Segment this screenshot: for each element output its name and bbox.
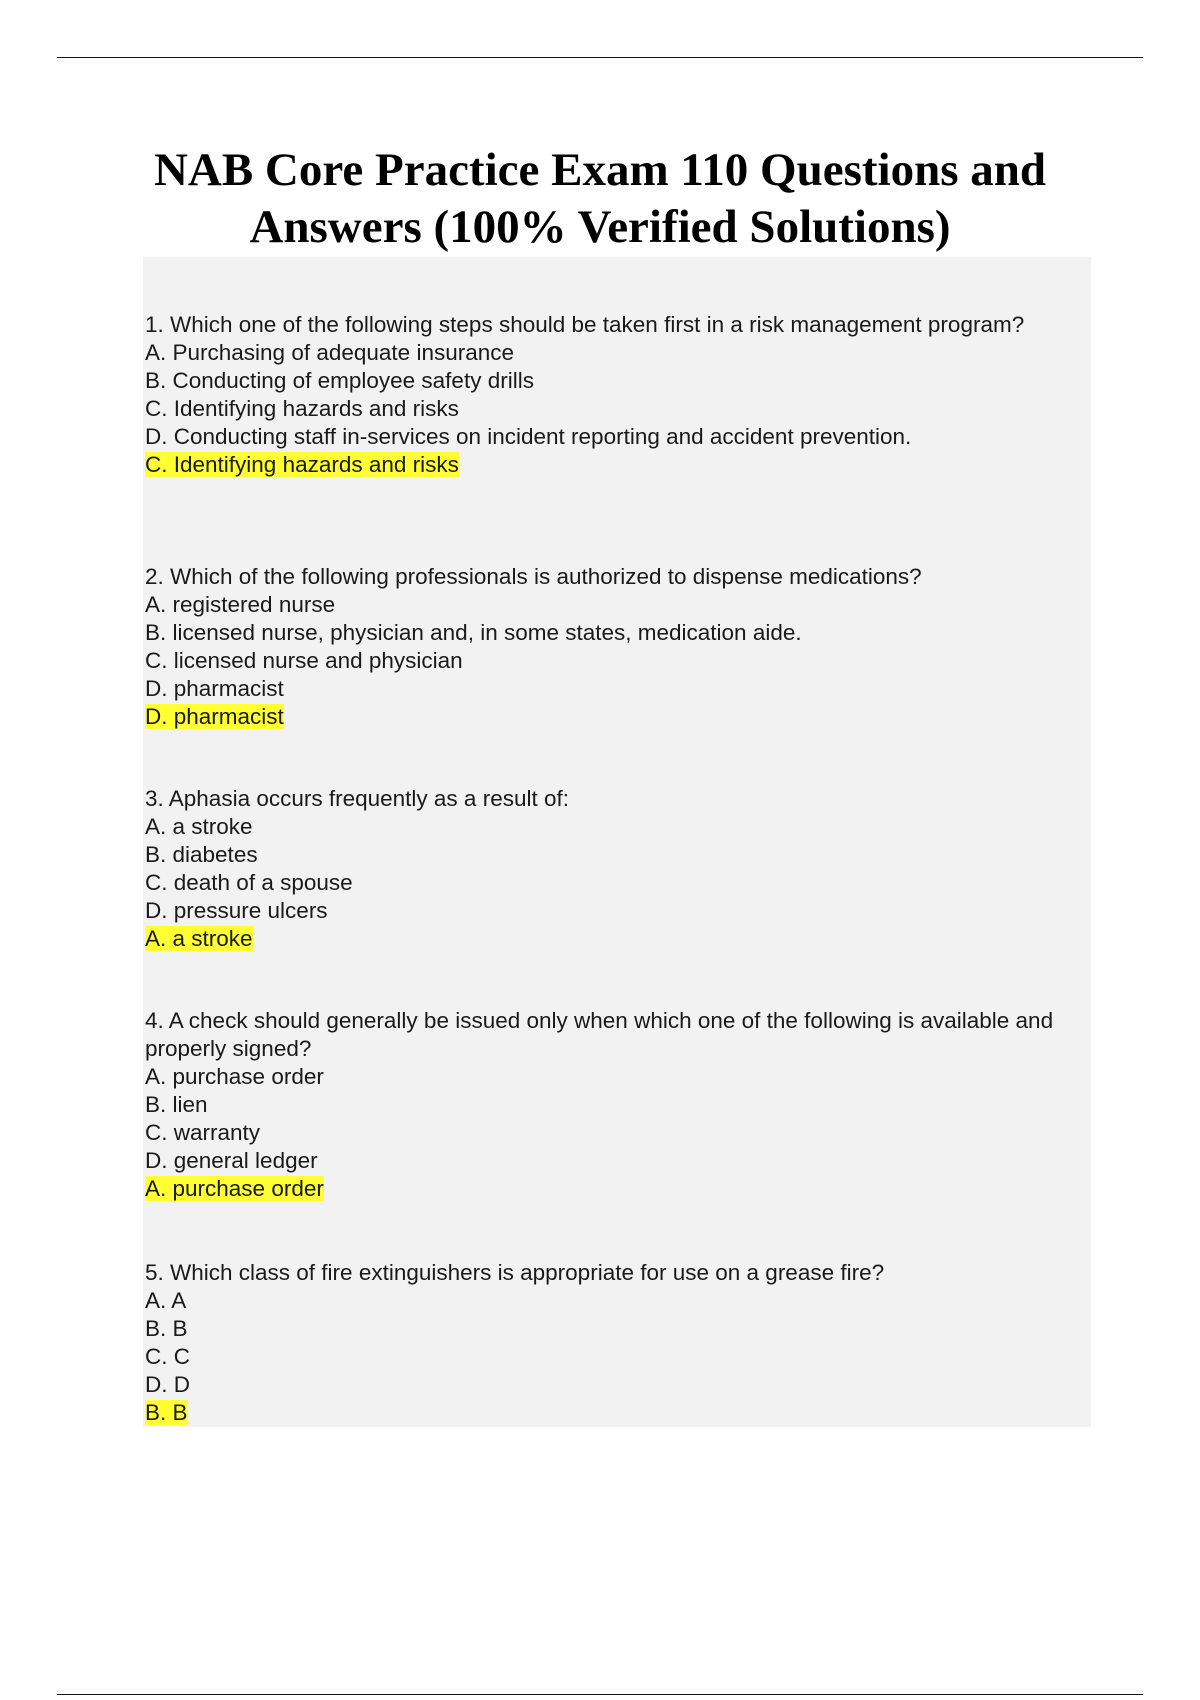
option-a: A. Purchasing of adequate insurance (145, 340, 514, 365)
option-d: D. general ledger (145, 1148, 318, 1173)
option-a: A. purchase order (145, 1064, 324, 1089)
option-b: B. licensed nurse, physician and, in some states, medication aide. (145, 620, 802, 645)
question-block (145, 563, 1085, 731)
option-d: D. Conducting staff in-services on incident reporting and accident prevention. (145, 424, 912, 449)
document-title: NAB Core Practice Exam 110 Questions and Answers (100% Verified Solutions) (153, 144, 1047, 253)
option-c: C. C (145, 1344, 190, 1369)
option-b: B. lien (145, 1092, 208, 1117)
option-a: A. registered nurse (145, 592, 336, 617)
question-block (145, 1007, 1085, 1203)
highlighted-answer: A. purchase order (145, 1176, 324, 1201)
option-c: C. warranty (145, 1120, 261, 1145)
question-stem: 3. Aphasia occurs frequently as a result of: (145, 786, 569, 811)
question-block (145, 311, 1085, 479)
question-stem: 1. Which one of the following steps should be taken first in a risk management program? (145, 312, 1025, 337)
option-b: B. Conducting of employee safety drills (145, 368, 534, 393)
highlighted-answer: A. a stroke (145, 926, 253, 951)
option-d: D. pressure ulcers (145, 898, 328, 923)
highlighted-answer: B. B (145, 1400, 188, 1425)
question-block (145, 1259, 1085, 1427)
option-b: B. diabetes (145, 842, 258, 867)
option-d: D. D (145, 1372, 190, 1397)
question-stem: 2. Which of the following professionals is authorized to dispense medications? (145, 564, 922, 589)
option-a: A. a stroke (145, 814, 253, 839)
option-a: A. A (145, 1288, 187, 1313)
option-c: C. Identifying hazards and risks (145, 396, 459, 421)
highlighted-answer: D. pharmacist (145, 704, 284, 729)
highlighted-answer: C. Identifying hazards and risks (145, 452, 459, 477)
question-stem: 4. A check should generally be issued only when which one of the following is available and properly signed? (145, 1008, 1054, 1061)
question-stem: 5. Which class of fire extinguishers is appropriate for use on a grease fire? (145, 1260, 885, 1285)
option-c: C. licensed nurse and physician (145, 648, 463, 673)
bottom-divider (57, 1694, 1143, 1695)
option-c: C. death of a spouse (145, 870, 353, 895)
option-d: D. pharmacist (145, 676, 284, 701)
question-block (145, 785, 1085, 953)
option-b: B. B (145, 1316, 188, 1341)
top-divider (57, 57, 1143, 58)
